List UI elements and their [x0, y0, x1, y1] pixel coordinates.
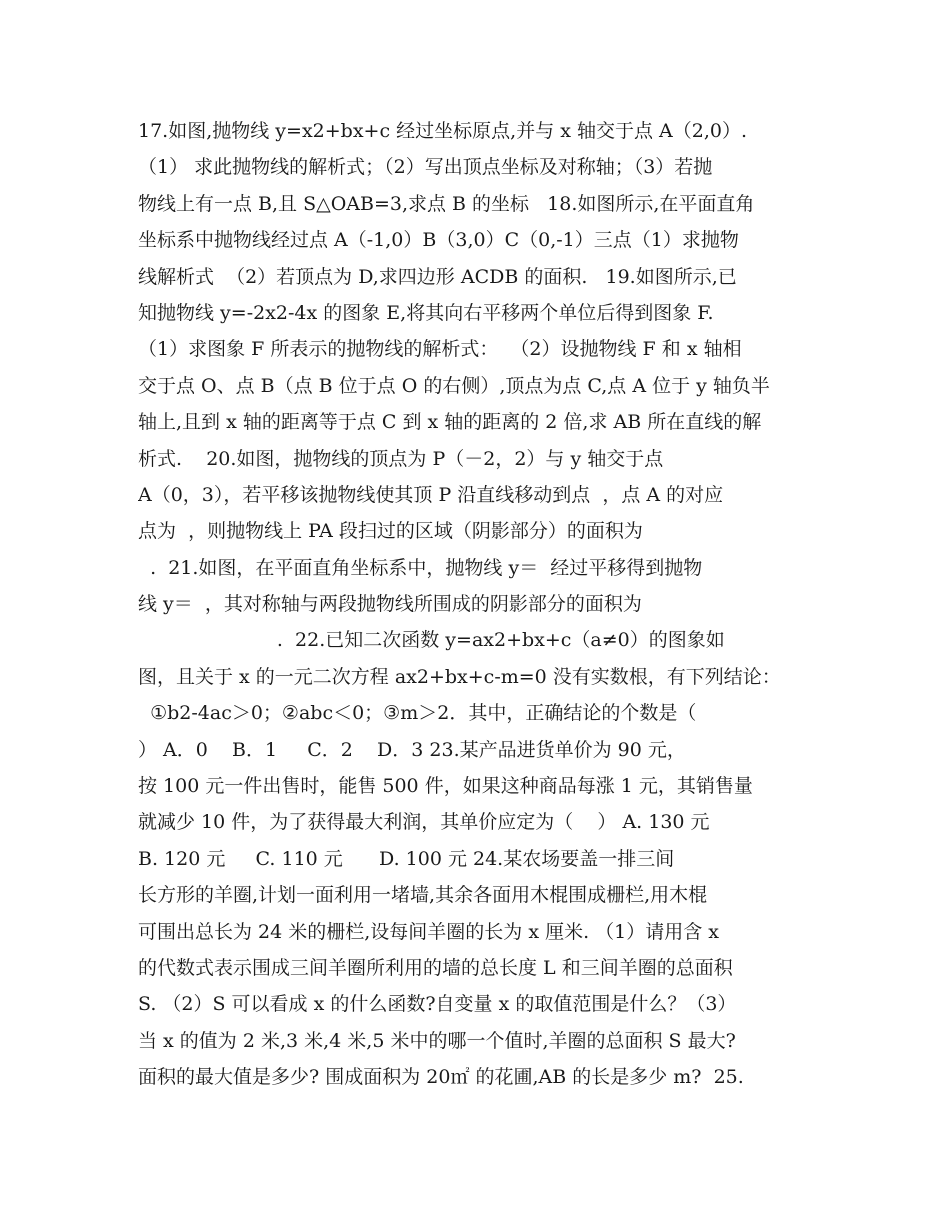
text-line: 的代数式表示围成三间羊圈所利用的墙的总长度 L 和三间羊圈的总面积	[138, 956, 733, 979]
text-line: 线 y＝ ，其对称轴与两段抛物线所围成的阴影部分的面积为	[138, 593, 642, 616]
text-line: 交于点 O、点 B（点 B 位于点 O 的右侧）,顶点为点 C,点 A 位于 y 轴负半	[138, 374, 770, 397]
body-text	[138, 113, 828, 1096]
text-line: 面积的最大值是多少? 围成面积为 20㎡ 的花圃,AB 的长是多少 m? 25.	[138, 1066, 744, 1089]
text-line: A（0，3），若平移该抛物线使其顶 P 沿直线移动到点 ，点 A 的对应	[138, 483, 724, 506]
text-line: 坐标系中抛物线经过点 A（-1,0）B（3,0）C（0,-1）三点（1）求抛物	[138, 229, 739, 252]
text-line: 当 x 的值为 2 米,3 米,4 米,5 米中的哪一个值时,羊圈的总面积 S 最大?	[138, 1029, 736, 1052]
text-line: 图，且关于 x 的一元二次方程 ax2+bx+c-m=0 没有实数根，有下列结论：	[138, 665, 781, 688]
text-line: 线解析式 （2）若顶点为 D,求四边形 ACDB 的面积. 19.如图所示,已	[138, 265, 737, 288]
text-line: 就减少 10 件，为了获得最大利润，其单价应定为（ ） A. 130 元	[138, 811, 710, 834]
text-line: （1） 求此抛物线的解析式；（2）写出顶点坐标及对称轴；（3）若抛	[138, 156, 713, 179]
text-line: . 22.已知二次函数 y=ax2+bx+c（a≠0）的图象如	[138, 629, 725, 652]
text-line: S. （2）S 可以看成 x 的什么函数?自变量 x 的取值范围是什么？（3）	[138, 993, 737, 1016]
text-line: 按 100 元一件出售时，能售 500 件，如果这种商品每涨 1 元，其销售量	[138, 775, 753, 798]
text-line: 长方形的羊圈,计划一面利用一堵墙,其余各面用木棍围成栅栏,用木棍	[138, 884, 708, 907]
text-line: 可围出总长为 24 米的栅栏,设每间羊圈的长为 x 厘米. （1）请用含 x	[138, 920, 720, 943]
text-line: （1）求图象 F 所表示的抛物线的解析式： （2）设抛物线 F 和 x 轴相	[138, 338, 742, 361]
text-line: . 21.如图，在平面直角坐标系中，抛物线 y＝ 经过平移得到抛物	[138, 556, 703, 579]
text-line: ） A．0 B．1 C．2 D．3 23.某产品进货单价为 90 元，	[138, 738, 686, 761]
text-line: 析式. 20.如图，抛物线的顶点为 P（－2，2）与 y 轴交于点	[138, 447, 664, 470]
text-line: B. 120 元 C. 110 元 D. 100 元 24.某农场要盖一排三间	[138, 847, 675, 870]
text-line: 轴上,且到 x 轴的距离等于点 C 到 x 轴的距离的 2 倍,求 AB 所在直线的解	[138, 411, 762, 434]
text-line: ①b2-4ac＞0；②abc＜0；③m＞2．其中，正确结论的个数是（	[138, 702, 697, 725]
text-line: 物线上有一点 B,且 S△OAB=3,求点 B 的坐标 18.如图所示,在平面直角	[138, 192, 755, 215]
text-line: 点为 ，则抛物线上 PA 段扫过的区域（阴影部分）的面积为	[138, 520, 643, 543]
text-line: 17.如图,抛物线 y=x2+bx+c 经过坐标原点,并与 x 轴交于点 A（2,0）.	[138, 120, 748, 142]
text-line: 知抛物线 y=-2x2-4x 的图象 E,将其向右平移两个单位后得到图象 F.	[138, 301, 714, 324]
